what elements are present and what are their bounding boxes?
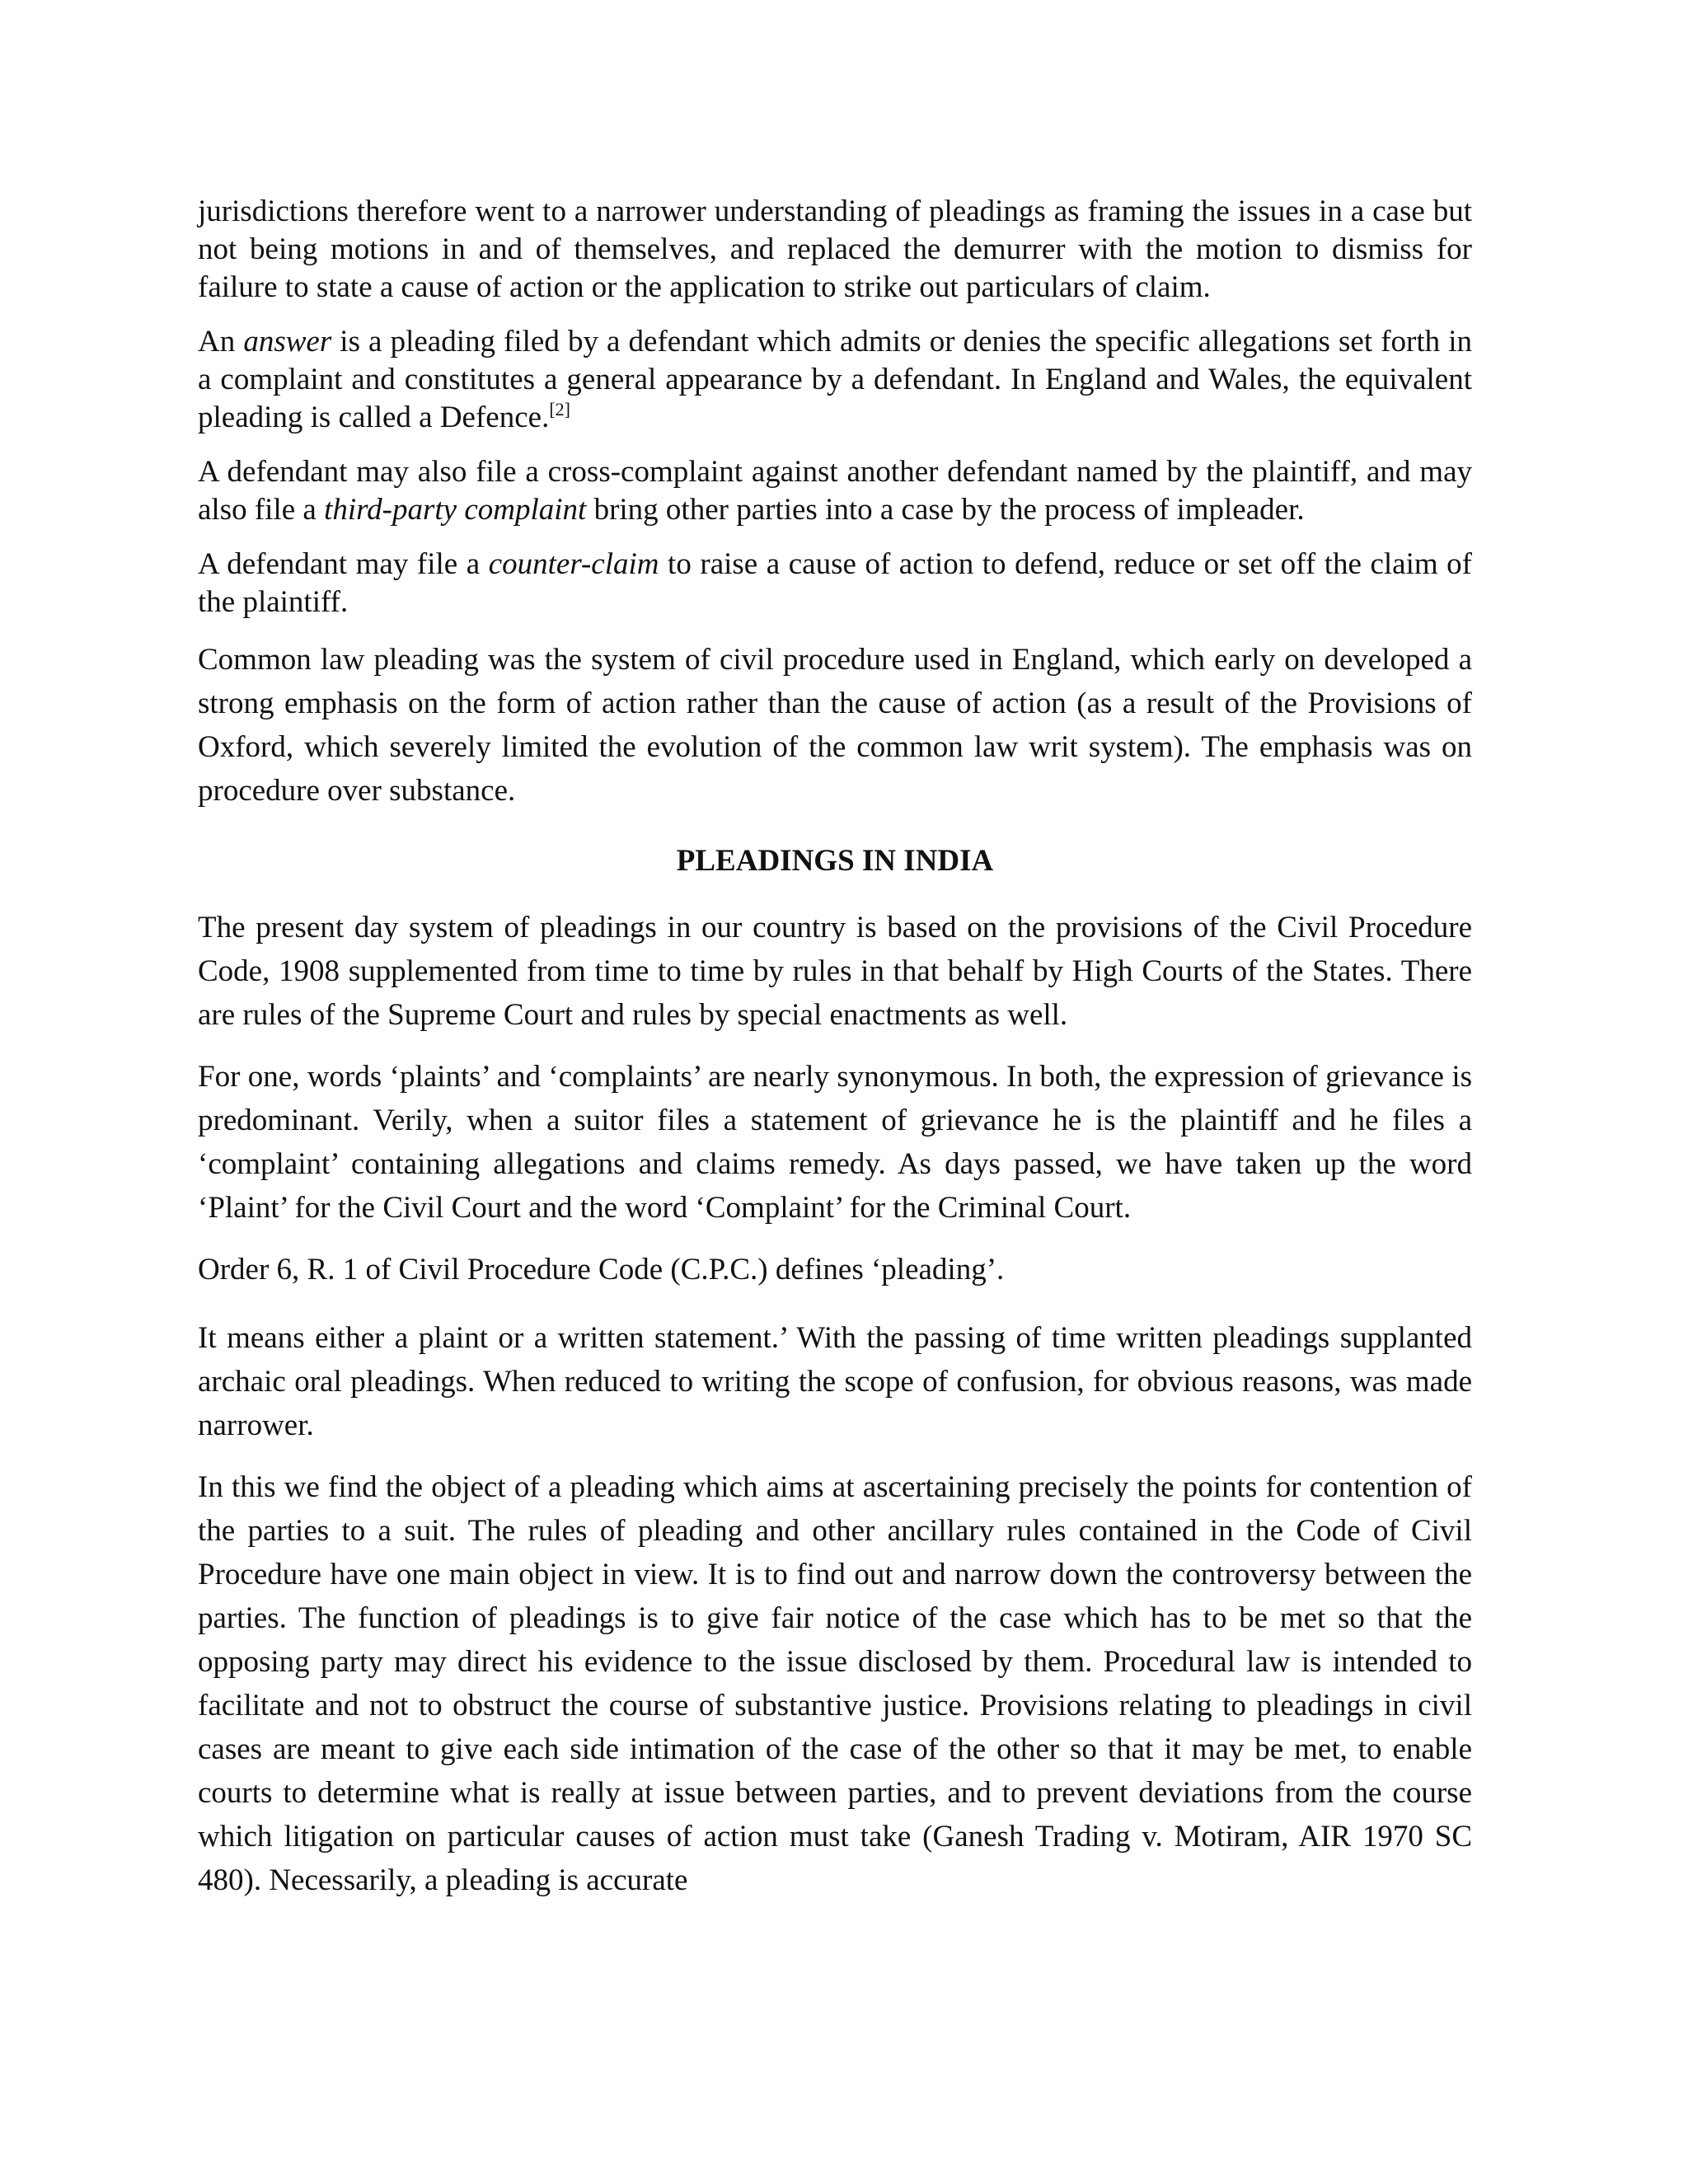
counter-claim-term: counter-claim xyxy=(488,547,659,581)
paragraph-common-law-pleading: Common law pleading was the system of civil procedure used in England, which early on developed a strong emphasis on the form of action rather than the cause of action (as a result of the Provisions of Oxford, which severely limited the evolution of the common law writ system). The emphasis was on procedure over substance. xyxy=(198,643,1472,808)
paragraph-object-of-pleading: In this we find the object of a pleading which aims at ascertaining precisely the points for contention of the parties to a suit. The rules of pleading and other ancillary rules contained in the Code of Civil Procedure have one main object in view. It is to find out and narrow down the controversy between the parties. The function of pleadings is to give fair notice of the case which has to be met so that the opposing party may direct his evidence to the issue disclosed by them. Procedural law is intended to facilitate and not to obstruct the course of substantive justice. Provisions relating to pleadings in civil cases are meant to give each side intimation of the case of the other so that it may be met, to enable courts to determine what is really at issue between parties, and to prevent deviations from the course which litigation on particular causes of action must take (Ganesh Trading v. Motiram, AIR 1970 SC 480). Necessarily, a pleading is accurate xyxy=(198,1470,1472,1897)
paragraph-answer xyxy=(198,323,1472,437)
answer-term: answer xyxy=(243,325,332,359)
paragraph-plaints-complaints: For one, words ‘plaints’ and ‘complaints’ are nearly synonymous. In both, the expression of grievance is predominant. Verily, when a suitor files a statement of grievance he is the plaintiff and he files a ‘complaint’ containing allegations and claims remedy. As days passed, we have taken up the word ‘Plaint’ for the Civil Court and the word ‘Complaint’ for the Criminal Court. xyxy=(198,1060,1472,1225)
counter-claim-text-a: A defendant may file a xyxy=(198,547,489,581)
answer-text-a: An xyxy=(198,325,244,359)
footnote-ref-2[interactable]: [2] xyxy=(549,399,570,419)
paragraph-order-6: Order 6, R. 1 of Civil Procedure Code (C.P.C.) defines ‘pleading’. xyxy=(198,1253,1005,1286)
cross-complaint-text-a: A defendant may also file a cross-complaint against another defendant named by the plaintiff, and may also file a xyxy=(198,455,1472,527)
paragraph-written-statement: It means either a plaint or a written statement.’ With the passing of time written pleadings supplanted archaic oral pleadings. When reduced to writing the scope of confusion, for obvious reasons, was made narrower. xyxy=(198,1321,1472,1442)
paragraph-cross-complaint xyxy=(198,453,1472,529)
paragraph-present-day-system: The present day system of pleadings in our country is based on the provisions of the Civil Procedure Code, 1908 supplemented from time to time by rules in that behalf by High Courts of the States. There are rules of the Supreme Court and rules by special enactments as well. xyxy=(198,911,1472,1032)
paragraph-jurisdictions: jurisdictions therefore went to a narrower understanding of pleadings as framing the issues in a case but not being motions in and of themselves, and replaced the demurrer with the motion to dismiss for failure to state a cause of action or the application to strike out particulars of claim. xyxy=(198,194,1472,304)
third-party-complaint-term: third-party complaint xyxy=(324,493,587,527)
paragraph-counter-claim xyxy=(198,546,1472,621)
section-heading: PLEADINGS IN INDIA xyxy=(676,844,994,878)
document-page xyxy=(198,193,1472,1920)
counter-claim-text-b: to raise a cause of action to defend, reduce or set off the claim of the plaintiff. xyxy=(198,547,1472,619)
answer-text-b: is a pleading filed by a defendant which admits or denies the specific allegations set forth in a complaint and constitutes a general appearance by a defendant. In England and Wales, the equivalent pleading is called a Defence. xyxy=(198,325,1472,434)
cross-complaint-text-b: bring other parties into a case by the process of impleader. xyxy=(586,493,1305,527)
